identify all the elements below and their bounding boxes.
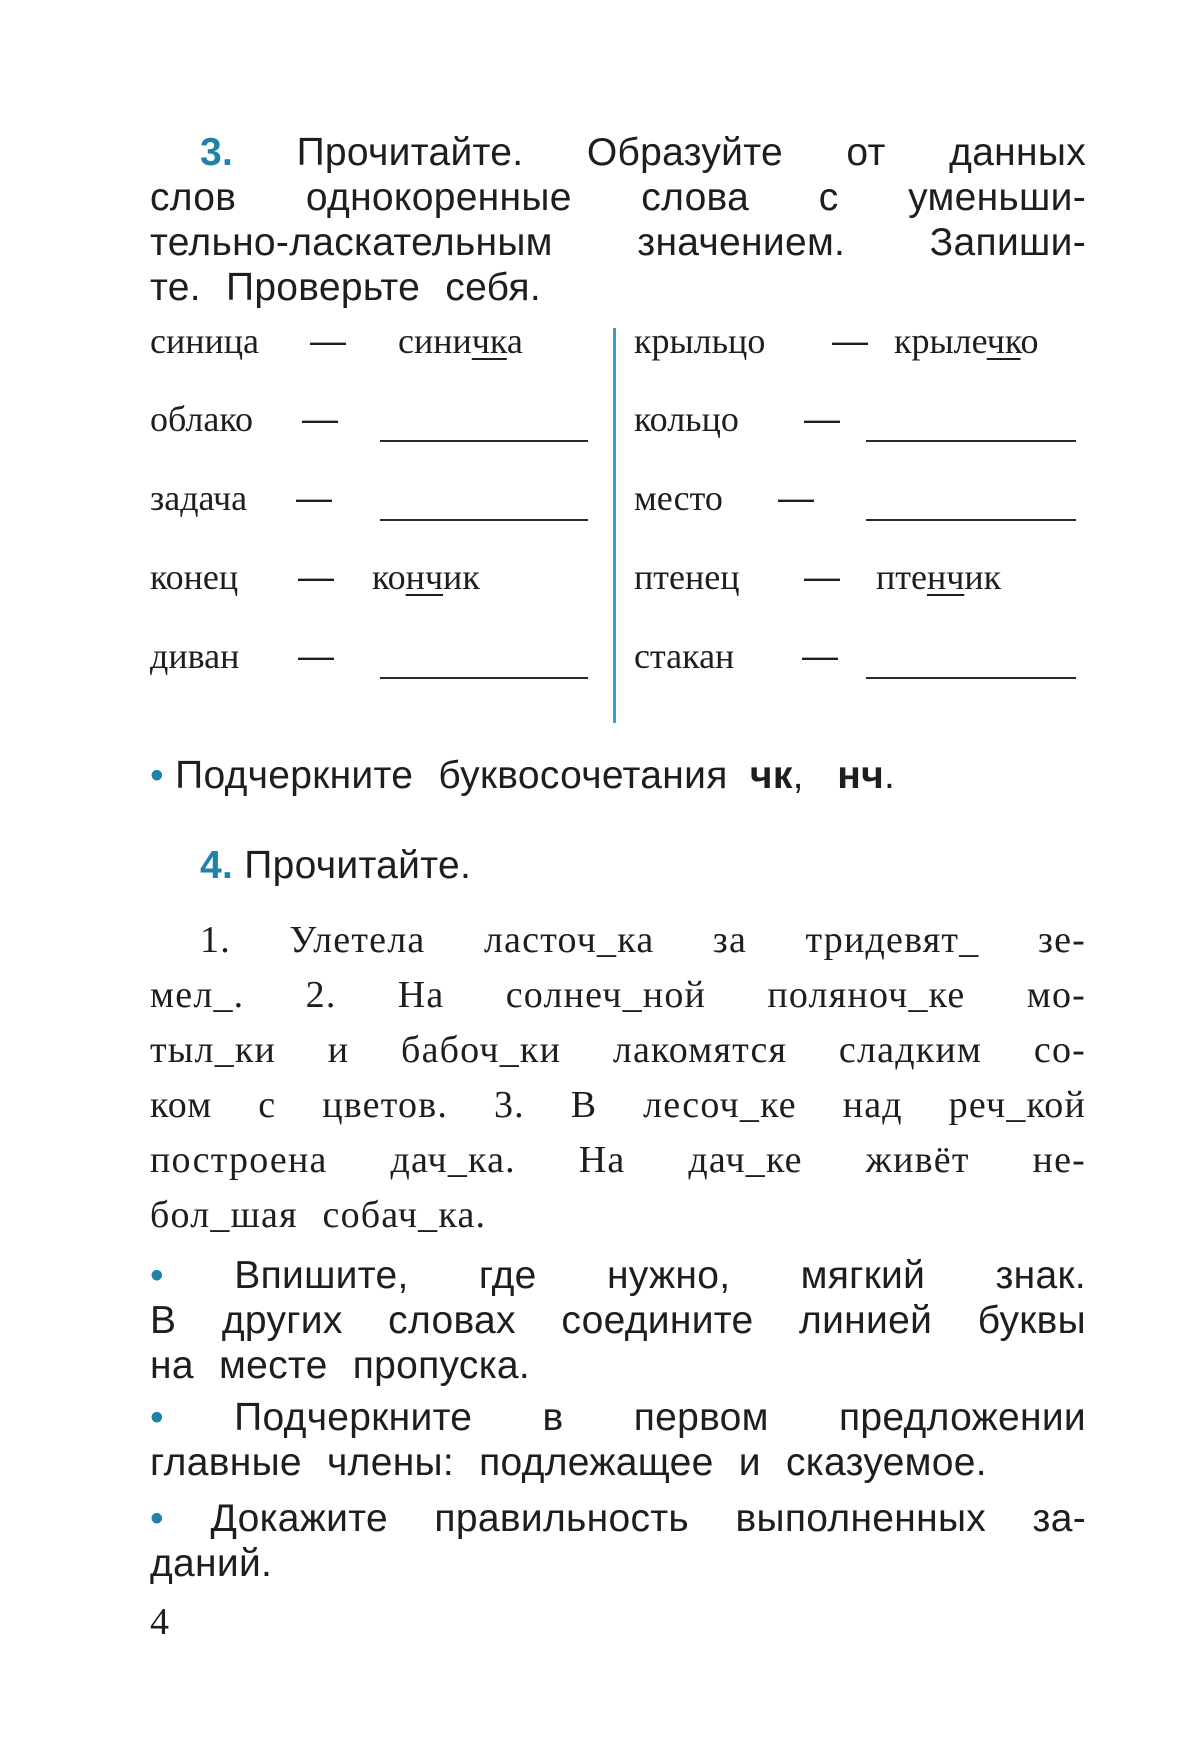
bullet-text: Подчеркните в первом предложении: [234, 1396, 1087, 1439]
word-table: [150, 320, 1090, 725]
text-line: тыл_ки и бабоч_ки лакомятся сладким со-: [150, 1029, 1086, 1071]
answer-blank[interactable]: [866, 677, 1076, 679]
exercise-4-text: [150, 913, 1086, 1243]
dash: —: [310, 320, 346, 361]
underlined-letters: нч: [405, 557, 444, 597]
dash: —: [804, 556, 840, 597]
instruction-line: слов однокоренные слова с уменьши-: [150, 176, 1086, 219]
column-divider: [613, 328, 616, 723]
exercise-4-bullet: [150, 1253, 1086, 1388]
letter-combo: чк: [749, 754, 793, 797]
dash: —: [296, 477, 332, 518]
bullet-icon: •: [150, 1497, 164, 1540]
exercise-4-heading: [150, 843, 1086, 888]
underlined-letters: чк: [986, 321, 1021, 361]
letter-combo: нч: [837, 754, 885, 797]
source-word: задача: [150, 478, 248, 518]
source-word: конец: [150, 557, 239, 597]
exercise-3-bullet: • Подчеркните буквосочетания чк, нч.: [150, 754, 896, 797]
instruction-line: те. Проверьте себя.: [150, 266, 541, 309]
source-word: облако: [150, 399, 254, 439]
bullet-text: главные члены: подлежащее и сказуемое.: [150, 1441, 987, 1484]
diminutive-word: крылечко: [894, 321, 1039, 361]
dash: —: [832, 320, 868, 361]
answer-blank[interactable]: [380, 440, 588, 442]
answer-blank[interactable]: [380, 677, 588, 679]
source-word: диван: [150, 636, 240, 676]
text-line: ком с цветов. 3. В лесоч_ке над реч_кой: [150, 1084, 1086, 1126]
diminutive-word: синичка: [398, 321, 523, 361]
answer-blank[interactable]: [380, 519, 588, 521]
text-line: бол_шая собач_ка.: [150, 1194, 487, 1236]
bullet-text: на месте пропуска.: [150, 1344, 531, 1387]
bullet-icon: •: [150, 1254, 164, 1297]
answer-blank[interactable]: [866, 519, 1076, 521]
source-word: стакан: [634, 636, 735, 676]
bullet-icon: •: [150, 1396, 164, 1439]
exercise-4-bullet: [150, 1496, 1086, 1586]
bullet-text: Впишите, где нужно, мягкий знак.: [234, 1254, 1086, 1297]
source-word: кольцо: [634, 399, 739, 439]
underlined-letters: чк: [471, 321, 507, 361]
exercise-4-bullet: [150, 1395, 1086, 1485]
bullet-text: Подчеркните буквосочетания: [175, 754, 728, 797]
instruction-line: Прочитайте. Образуйте от данных: [296, 131, 1086, 174]
source-word: крыльцо: [634, 321, 766, 361]
source-word: место: [634, 478, 723, 518]
dash: —: [302, 398, 338, 439]
dash: —: [802, 635, 838, 676]
dash: —: [298, 556, 334, 597]
text-line: мел_. 2. На солнеч_ной поляноч_ке мо-: [150, 974, 1086, 1016]
page-number: 4: [150, 1601, 169, 1643]
dash: —: [804, 398, 840, 439]
source-word: птенец: [634, 557, 740, 597]
text-line: 1. Улетела ласточ_ка за тридевят_ зе-: [200, 919, 1086, 961]
exercise-number: 3.: [200, 131, 234, 174]
bullet-text: Докажите правильность выполненных за-: [210, 1497, 1086, 1540]
diminutive-word: кончик: [372, 557, 480, 597]
source-word: синица: [150, 321, 260, 361]
dash: —: [298, 635, 334, 676]
instruction-line: тельно-ласкательным значением. Запиши-: [150, 221, 1086, 264]
text-line: построена дач_ка. На дач_ке живёт не-: [150, 1139, 1086, 1181]
dash: —: [778, 477, 814, 518]
bullet-icon: •: [150, 754, 164, 797]
bullet-text: даний.: [150, 1542, 273, 1585]
exercise-number: 4.: [200, 844, 234, 887]
diminutive-word: птенчик: [876, 557, 1002, 597]
underlined-letters: нч: [926, 557, 965, 597]
bullet-text: В других словах соедините линией буквы: [150, 1299, 1086, 1342]
instruction-text: Прочитайте.: [244, 844, 472, 887]
answer-blank[interactable]: [866, 440, 1076, 442]
exercise-3-instructions: [150, 130, 1086, 310]
